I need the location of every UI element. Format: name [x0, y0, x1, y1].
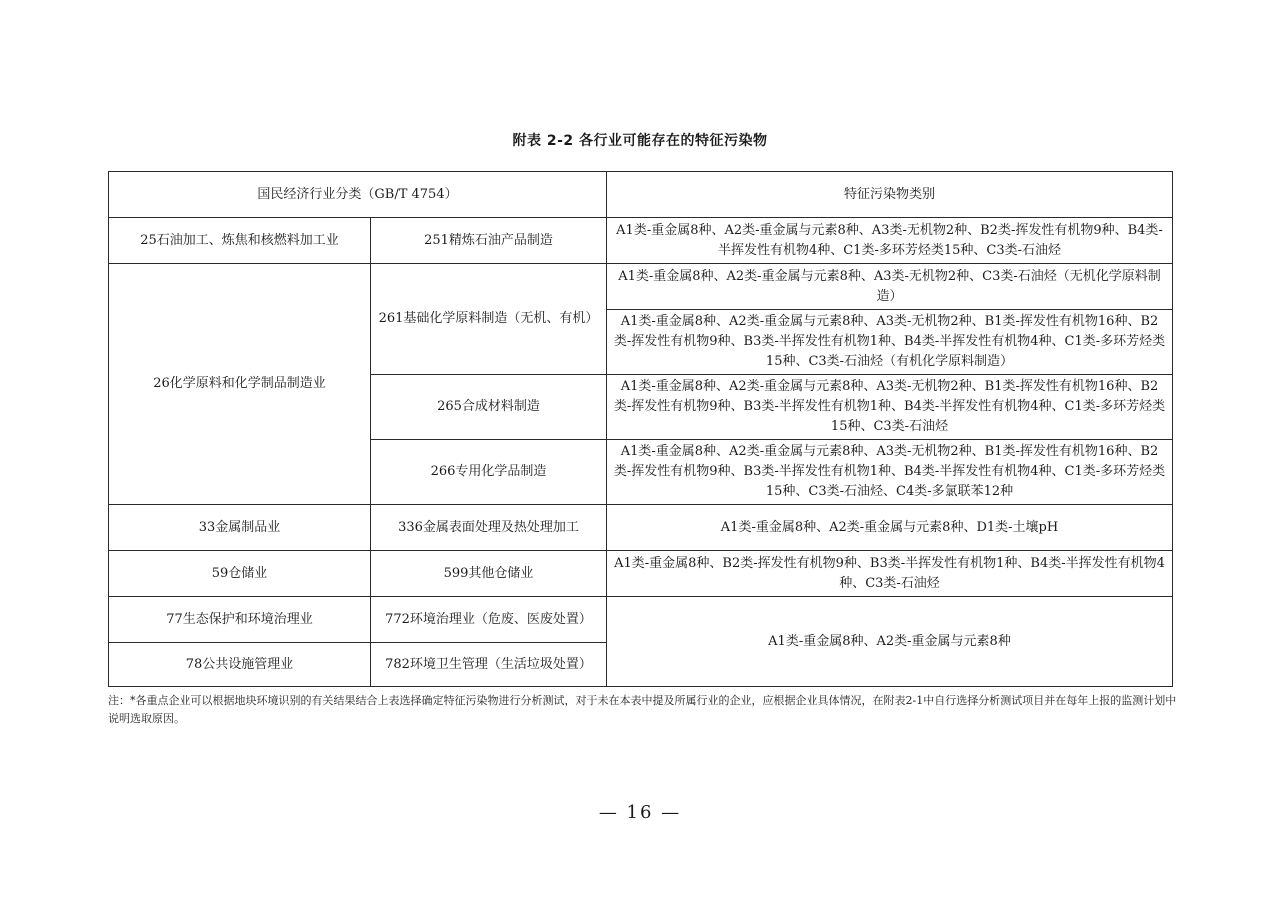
page-number: — 16 — [598, 802, 682, 823]
industry-major-26: 26化学原料和化学制品制造业 [109, 264, 371, 505]
pollutants-599: A1类-重金属8种、B2类-挥发性有机物9种、B3类-半挥发性有机物1种、B4类-半挥发性有机物4种、C3类-石油烃 [607, 551, 1173, 597]
pollutants-336: A1类-重金属8种、A2类-重金属与元素8种、D1类-土壤pH [607, 505, 1173, 551]
table-header-row [109, 172, 1173, 218]
header-pollutant-category: 特征污染物类别 [607, 172, 1173, 218]
industry-major-59: 59仓储业 [109, 551, 371, 597]
industry-sub-266: 266专用化学品制造 [371, 440, 607, 505]
table-row [109, 264, 1173, 310]
industry-sub-251: 251精炼石油产品制造 [371, 218, 607, 264]
pollutant-table [108, 171, 1173, 687]
industry-sub-265: 265合成材料制造 [371, 375, 607, 440]
table-row [109, 505, 1173, 551]
industry-major-78: 78公共设施管理业 [109, 643, 371, 687]
table-row [109, 597, 1173, 643]
pollutants-265: A1类-重金属8种、A2类-重金属与元素8种、A3类-无机物2种、B1类-挥发性有机物16种、B2类-挥发性有机物9种、B3类-半挥发性有机物1种、B4类-半挥发性有机物4种、C1类-多环芳烃类15种、C3类-石油烃 [607, 375, 1173, 440]
industry-sub-782: 782环境卫生管理（生活垃圾处置） [371, 643, 607, 687]
pollutants-261-inorganic: A1类-重金属8种、A2类-重金属与元素8种、A3类-无机物2种、C3类-石油烃（无机化学原料制造） [607, 264, 1173, 310]
industry-sub-261: 261基础化学原料制造（无机、有机） [371, 264, 607, 375]
pollutants-266: A1类-重金属8种、A2类-重金属与元素8种、A3类-无机物2种、B1类-挥发性有机物16种、B2类-挥发性有机物9种、B3类-半挥发性有机物1种、B4类-半挥发性有机物4种、C1类-多环芳烃类15种、C3类-石油烃、C4类-多氯联苯12种 [607, 440, 1173, 505]
table-row [109, 551, 1173, 597]
pollutants-772-782: A1类-重金属8种、A2类-重金属与元素8种 [607, 597, 1173, 687]
table-title: 附表 2-2 各行业可能存在的特征污染物 [512, 133, 768, 149]
table-row [109, 218, 1173, 264]
header-industry-classification: 国民经济行业分类（GB/T 4754） [109, 172, 607, 218]
industry-major-33: 33金属制品业 [109, 505, 371, 551]
industry-major-77: 77生态保护和环境治理业 [109, 597, 371, 643]
pollutants-261-organic: A1类-重金属8种、A2类-重金属与元素8种、A3类-无机物2种、B1类-挥发性有机物16种、B2类-挥发性有机物9种、B3类-半挥发性有机物1种、B4类-半挥发性有机物4种、C1类-多环芳烃类15种、C3类-石油烃（有机化学原料制造） [607, 310, 1173, 375]
pollutants-251: A1类-重金属8种、A2类-重金属与元素8种、A3类-无机物2种、B2类-挥发性有机物9种、B4类-半挥发性有机物4种、C1类-多环芳烃类15种、C3类-石油烃 [607, 218, 1173, 264]
table-footnote: 注：*各重点企业可以根据地块环境识别的有关结果结合上表选择确定特征污染物进行分析测试，对于未在本表中提及所属行业的企业，应根据企业具体情况，在附表2-1中自行选择分析测试项目并在每年上报的监测计划中说明选取原因。 [108, 694, 1177, 725]
industry-sub-336: 336金属表面处理及热处理加工 [371, 505, 607, 551]
industry-major-25: 25石油加工、炼焦和核燃料加工业 [109, 218, 371, 264]
industry-sub-599: 599其他仓储业 [371, 551, 607, 597]
industry-sub-772: 772环境治理业（危废、医废处置） [371, 597, 607, 643]
